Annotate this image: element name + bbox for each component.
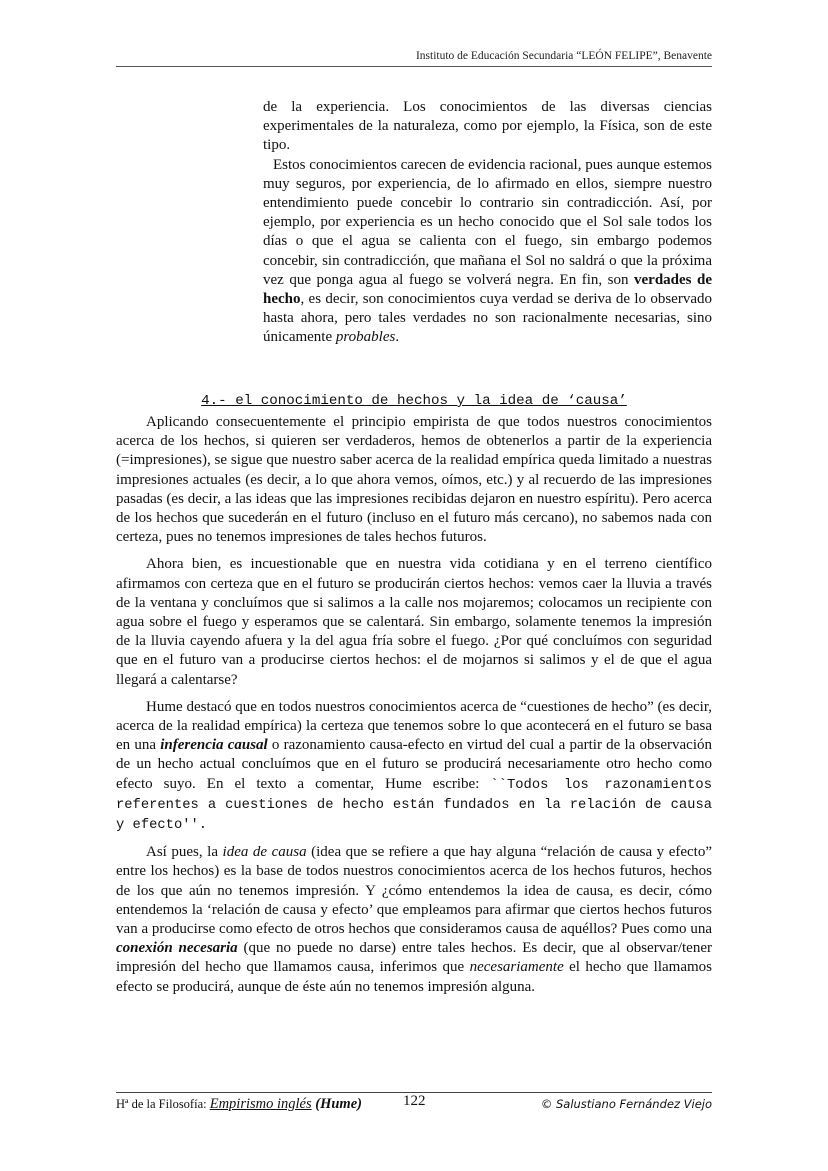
continued-text-block bbox=[263, 98, 712, 348]
paragraph: de la experiencia. Los conocimientos de las diversas ciencias experimentales de la naturaleza, como por ejemplo, la Física, son de este tipo. bbox=[263, 99, 712, 154]
page-header: Instituto de Educación Secundaria “LEÓN FELIPE”, Benavente bbox=[415, 50, 712, 62]
page-footer bbox=[116, 1093, 712, 1116]
bold-italic-term: conexión necesaria bbox=[116, 940, 238, 957]
paragraph: Estos conocimientos carecen de evidencia racional, pues aunque estemos muy seguros, por experiencia, de lo afirmado en ellos, siempre nuestro entendimiento puede concebir lo contrario sin contradicción. Así, por ejemplo, por experiencia es un hecho conocido que el Sol sale todos los días o que el agua se calienta con el fuego, sin embargo podemos concebir, sin contradicción, que mañana el Sol no saldrá o que la próxima vez que ponga agua al fuego se volverá negra. En fin, son verdades de hecho, es decir, son conocimientos cuya verdad se deriva de lo observado hasta ahora, pero tales verdades no son racionalmente necesarias, sino únicamente probables. bbox=[263, 156, 713, 346]
footer-course: Hª de la Filosofía: Empirismo inglés (Hume) bbox=[116, 1096, 362, 1112]
paragraph: Ahora bien, es incuestionable que en nuestra vida cotidiana y en el terreno científico afirmamos con certeza que en el futuro se producirán ciertos hechos: vemos caer la lluvia a través de la ventana y concluímos que si salimos a la calle nos mojaremos; colocamos un recipiente con agua sobre el fuego y esperamos que se calentará. Sin embargo, solamente tenemos la impresión de la lluvia cayendo afuera y la del agua fría sobre el fuego. ¿Por qué concluímos con seguridad que en el futuro van a producirse ciertos hechos: el de mojarnos si salimos y el de que el agua llegará a calentarse? bbox=[116, 556, 712, 688]
paragraph: Hume destacó que en todos nuestros conocimientos acerca de “cuestiones de hecho” (es decir, acerca de la realidad empírica) la certeza que tenemos sobre lo que acontecerá en el futuro se basa en una inferencia causal o razonamiento causa-efecto en virtud del cual a partir de la observación de un hecho actual concluímos que en el futuro se producirá necesariamente otro hecho como efecto suyo. En el texto a comentar, Hume escribe: ``Todos los razonamientos referentes a cuestiones de hecho están fundados en la relación de causa y efecto''. bbox=[116, 698, 712, 834]
header-rule bbox=[116, 66, 712, 67]
copyright: © Salustiano Fernández Viejo bbox=[540, 1097, 712, 1111]
section-body bbox=[116, 413, 712, 1005]
italic-term: probables bbox=[335, 329, 396, 346]
italic-term: necesariamente bbox=[469, 959, 564, 976]
bold-term: verdades de hecho bbox=[263, 271, 713, 308]
footer-title: Empirismo inglés bbox=[209, 1096, 312, 1112]
paragraph: Así pues, la idea de causa (idea que se refiere a que hay alguna “relación de causa y efecto” entre los hechos) es la base de todos nuestros conocimientos acerca de los hechos futuros, hechos de los que aún no tenemos impresión. Y ¿cómo entendemos la idea de causa, es decir, cómo entendemos la ‘relación de causa y efecto’ que empleamos para afirmar que ciertos hechos futuros van a producirse como efecto de otros hechos que consideramos causa de aquéllos? Pues como una conexión necesaria (que no puede no darse) entre tales hechos. Es decir, que al observar/tener impresión del hecho que llamamos causa, inferimos que necesariamente el hecho que llamamos efecto se producirá, aunque de éste aún no tenemos impresión alguna. bbox=[116, 844, 713, 995]
italic-term: idea de causa bbox=[222, 844, 307, 861]
quotation: ``Todos los razonamientos referentes a cuestiones de hecho están fundados en la relación de causa y efecto''. bbox=[116, 777, 712, 834]
page-number: 122 bbox=[403, 1093, 426, 1109]
section-heading: 4.- el conocimiento de hechos y la idea de ‘causa’ bbox=[201, 393, 627, 409]
footer-author: (Hume) bbox=[311, 1096, 362, 1112]
paragraph: Aplicando consecuentemente el principio empirista de que todos nuestros conocimientos acerca de los hechos, si quieren ser verdaderos, hemos de obtenerlos a partir de la experiencia (=impresiones), se sigue que nuestro saber acerca de la realidad empírica queda limitado a nuestras impresiones actuales (es decir, a lo que ahora vemos, oímos, etc.) y al recuerdo de las impresiones pasadas (es decir, a las ideas que las impresiones recibidas dejaron en nuestro espíritu). Pero acerca de los hechos que sucederán en el futuro (incluso en el futuro más cercano), no sabemos nada con certeza, pues no tenemos impresiones de tales hechos futuros. bbox=[116, 414, 712, 546]
bold-italic-term: inferencia causal bbox=[160, 737, 268, 754]
